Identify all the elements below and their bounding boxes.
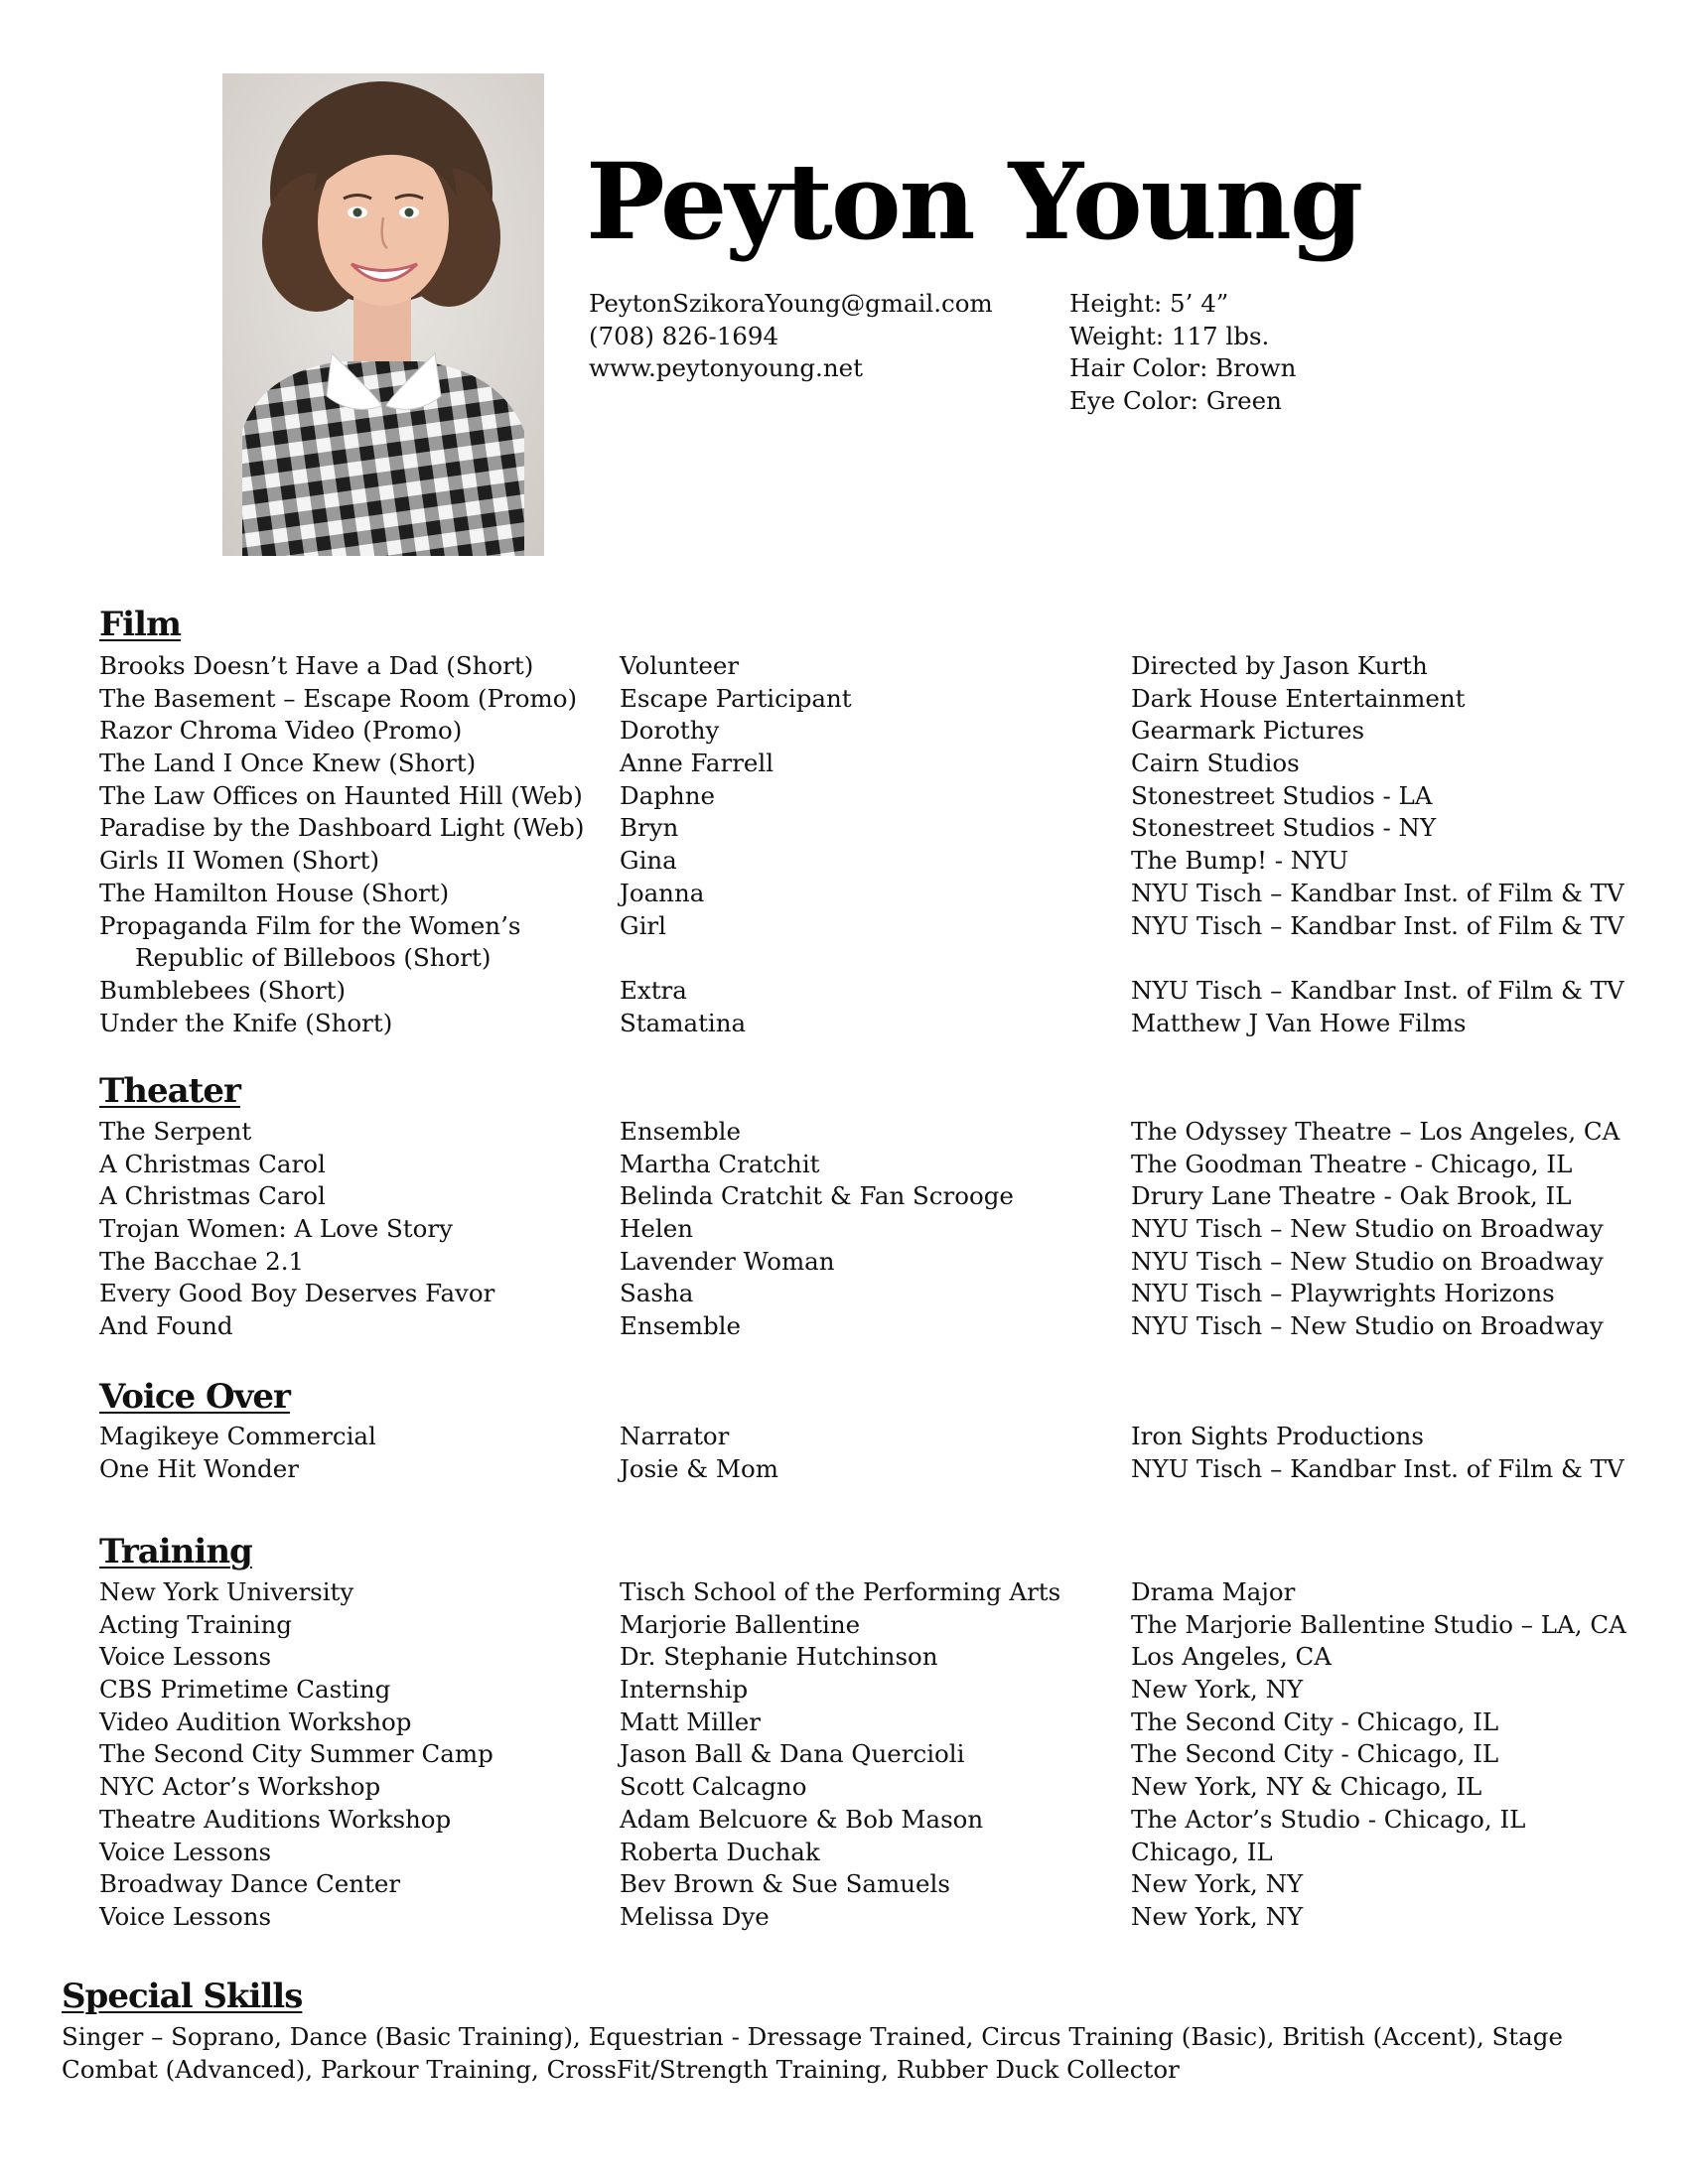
- section-title-theater: Theater: [99, 1071, 240, 1111]
- email-text: PeytonSzikoraYoung@gmail.com: [589, 289, 993, 318]
- training-row: [99, 1738, 1648, 1771]
- credit-title: Under the Knife (Short): [99, 1008, 393, 1037]
- training-course: New York University: [99, 1577, 354, 1606]
- credit-company: Dark House Entertainment: [1131, 683, 1466, 713]
- credit-venue: The Goodman Theatre - Chicago, IL: [1131, 1149, 1573, 1178]
- credit-title: Girls II Women (Short): [99, 846, 380, 876]
- training-row: [99, 1837, 1648, 1869]
- credit-row: [99, 1310, 1648, 1343]
- training-location: New York, NY: [1131, 1675, 1304, 1705]
- training-course: NYC Actor’s Workshop: [99, 1772, 381, 1802]
- credit-row: [99, 683, 1648, 716]
- credit-role: Anne Farrell: [620, 749, 774, 778]
- credit-role: Bryn: [620, 813, 679, 843]
- credit-row: [99, 1453, 1648, 1486]
- credit-row: [99, 975, 1648, 1008]
- credit-row: [99, 748, 1648, 780]
- training-instructor: Tisch School of the Performing Arts: [620, 1577, 1061, 1606]
- credit-role: Girl: [620, 910, 666, 940]
- applicant-name: Peyton Young: [586, 139, 1361, 263]
- section-title-training: Training: [99, 1532, 252, 1571]
- training-location: New York, NY: [1131, 1869, 1304, 1899]
- credit-role: Lavender Woman: [620, 1246, 835, 1276]
- training-location: Chicago, IL: [1131, 1837, 1273, 1866]
- credit-role: Stamatina: [620, 1008, 747, 1037]
- credit-title: The Serpent: [99, 1117, 252, 1146]
- credit-company: Directed by Jason Kurth: [1131, 651, 1428, 680]
- credit-row: [99, 715, 1648, 748]
- physical-stats: [1069, 288, 1296, 418]
- credit-title: Paradise by the Dashboard Light (Web): [99, 813, 585, 843]
- training-course: Voice Lessons: [99, 1837, 272, 1866]
- credit-row: [99, 1213, 1648, 1246]
- credit-row: [99, 1278, 1648, 1310]
- training-row: [99, 1868, 1648, 1901]
- training-location: The Second City - Chicago, IL: [1131, 1739, 1499, 1769]
- credit-row: [99, 1149, 1648, 1181]
- credit-company: Gearmark Pictures: [1131, 716, 1365, 746]
- credit-title: Razor Chroma Video (Promo): [99, 716, 463, 746]
- training-instructor: Matt Miller: [620, 1706, 761, 1736]
- section-title-special-skills: Special Skills: [62, 1977, 303, 2016]
- credit-title: One Hit Wonder: [99, 1453, 299, 1483]
- credit-row: [99, 845, 1648, 878]
- theater-credits: [99, 1116, 1648, 1343]
- training-row: [99, 1674, 1648, 1706]
- training-row: [99, 1804, 1648, 1837]
- section-title-film: Film: [99, 605, 181, 644]
- training-instructor: Dr. Stephanie Hutchinson: [620, 1642, 938, 1672]
- training-instructor: Scott Calcagno: [620, 1772, 807, 1802]
- credit-title-line-2: Republic of Billeboos (Short): [135, 943, 492, 973]
- training-instructor: Jason Ball & Dana Quercioli: [620, 1739, 965, 1769]
- credit-role: Extra: [620, 975, 687, 1005]
- credit-company: NYU Tisch – Kandbar Inst. of Film & TV: [1131, 910, 1624, 940]
- training-row: [99, 1641, 1648, 1674]
- credit-role: Dorothy: [620, 716, 720, 746]
- credit-title: Magikeye Commercial: [99, 1422, 376, 1450]
- training-course: CBS Primetime Casting: [99, 1675, 391, 1705]
- credit-row: [99, 650, 1648, 683]
- credit-role: Ensemble: [620, 1311, 741, 1341]
- credit-row: [99, 1008, 1648, 1040]
- training-instructor: Internship: [620, 1675, 749, 1705]
- training-row: [99, 1576, 1648, 1609]
- training-row: [99, 1706, 1648, 1739]
- training-location: The Second City - Chicago, IL: [1131, 1706, 1499, 1736]
- credit-row: [99, 812, 1648, 845]
- credit-row: [99, 910, 1648, 975]
- credit-role: Josie & Mom: [620, 1453, 778, 1483]
- training-location: New York, NY: [1131, 1901, 1304, 1931]
- credit-role: Narrator: [620, 1422, 730, 1450]
- credit-venue: NYU Tisch – New Studio on Broadway: [1131, 1246, 1604, 1276]
- training-instructor: Bev Brown & Sue Samuels: [620, 1869, 950, 1899]
- credit-company: Iron Sights Productions: [1131, 1422, 1424, 1450]
- credit-title: Trojan Women: A Love Story: [99, 1214, 453, 1244]
- credit-title: Every Good Boy Deserves Favor: [99, 1279, 495, 1308]
- phone-text: (708) 826-1694: [589, 321, 779, 350]
- credit-role: Martha Cratchit: [620, 1149, 820, 1178]
- credit-row: [99, 780, 1648, 813]
- training-location: New York, NY & Chicago, IL: [1131, 1772, 1482, 1802]
- credit-venue: Drury Lane Theatre - Oak Brook, IL: [1131, 1181, 1572, 1211]
- credit-company: The Bump! - NYU: [1131, 846, 1349, 876]
- voice-over-credits: [99, 1421, 1648, 1485]
- credit-company: Stonestreet Studios - NY: [1131, 813, 1437, 843]
- training-course: Acting Training: [99, 1609, 292, 1639]
- training-row: [99, 1901, 1648, 1934]
- credit-row: [99, 1180, 1648, 1213]
- credit-company: Stonestreet Studios - LA: [1131, 780, 1433, 810]
- credit-venue: The Odyssey Theatre – Los Angeles, CA: [1131, 1117, 1620, 1146]
- training-instructor: Adam Belcuore & Bob Mason: [620, 1804, 984, 1834]
- training-location: Los Angeles, CA: [1131, 1642, 1332, 1672]
- film-credits: [99, 650, 1648, 1039]
- hair-color-text: Hair Color: Brown: [1069, 353, 1297, 383]
- credit-title: Bumblebees (Short): [99, 975, 347, 1005]
- training-location: The Actor’s Studio - Chicago, IL: [1131, 1804, 1526, 1834]
- credit-role: Volunteer: [620, 651, 740, 680]
- credit-row: [99, 1246, 1648, 1279]
- credit-role: Ensemble: [620, 1117, 741, 1146]
- training-course: The Second City Summer Camp: [99, 1739, 493, 1769]
- credit-title: The Hamilton House (Short): [99, 878, 450, 907]
- credit-title: And Found: [99, 1311, 233, 1341]
- section-title-voice-over: Voice Over: [99, 1377, 290, 1417]
- training-course: Theatre Auditions Workshop: [99, 1804, 452, 1834]
- credit-company: Matthew J Van Howe Films: [1131, 1008, 1467, 1037]
- credit-company: Cairn Studios: [1131, 749, 1300, 778]
- special-skills-text: Singer – Soprano, Dance (Basic Training), Equestrian - Dressage Trained, Circus Training (Basic), British (Accent), Stage Combat (Advanced), Parkour Training, CrossFit/Strength Training, Rubber Duck Collector: [62, 2022, 1563, 2084]
- credit-company: NYU Tisch – Kandbar Inst. of Film & TV: [1131, 975, 1624, 1005]
- training-instructor: Marjorie Ballentine: [620, 1609, 861, 1639]
- training-course: Video Audition Workshop: [99, 1706, 412, 1736]
- credit-title: A Christmas Carol: [99, 1181, 326, 1211]
- website-text: www.peytonyoung.net: [589, 353, 863, 383]
- credit-row: [99, 878, 1648, 910]
- credit-role: Joanna: [620, 878, 705, 907]
- credit-role: Escape Participant: [620, 683, 852, 713]
- credit-title: The Law Offices on Haunted Hill (Web): [99, 780, 583, 810]
- credit-role: Belinda Cratchit & Fan Scrooge: [620, 1181, 1014, 1211]
- training-course: Broadway Dance Center: [99, 1869, 401, 1899]
- credit-title: Brooks Doesn’t Have a Dad (Short): [99, 651, 534, 680]
- training-location: Drama Major: [1131, 1577, 1296, 1606]
- credit-company: NYU Tisch – Kandbar Inst. of Film & TV: [1131, 1453, 1624, 1483]
- credit-row: [99, 1421, 1648, 1453]
- credit-title: The Land I Once Knew (Short): [99, 749, 477, 778]
- credit-company: NYU Tisch – Kandbar Inst. of Film & TV: [1131, 878, 1624, 907]
- credit-title: The Basement – Escape Room (Promo): [99, 683, 578, 713]
- training-row: [99, 1771, 1648, 1804]
- credit-venue: NYU Tisch – New Studio on Broadway: [1131, 1311, 1604, 1341]
- credit-row: [99, 1116, 1648, 1149]
- credit-title: [99, 910, 616, 975]
- weight-text: Weight: 117 lbs.: [1069, 321, 1270, 350]
- training-course: Voice Lessons: [99, 1642, 272, 1672]
- height-text: Height: 5’ 4”: [1069, 289, 1229, 318]
- training-instructor: Roberta Duchak: [620, 1837, 820, 1866]
- training-course: Voice Lessons: [99, 1901, 272, 1931]
- credit-venue: NYU Tisch – New Studio on Broadway: [1131, 1214, 1604, 1244]
- contact-info: [589, 288, 993, 385]
- training-row: [99, 1609, 1648, 1642]
- credit-role: Helen: [620, 1214, 693, 1244]
- credit-role: Daphne: [620, 780, 715, 810]
- headshot-photo: [222, 73, 544, 556]
- credit-role: Sasha: [620, 1279, 694, 1308]
- credit-role: Gina: [620, 846, 677, 876]
- training-instructor: Melissa Dye: [620, 1901, 770, 1931]
- training-location: The Marjorie Ballentine Studio – LA, CA: [1131, 1609, 1626, 1639]
- credit-title-line-1: Propaganda Film for the Women’s: [99, 910, 521, 940]
- credit-title: A Christmas Carol: [99, 1149, 326, 1178]
- credit-title: The Bacchae 2.1: [99, 1246, 305, 1276]
- eye-color-text: Eye Color: Green: [1069, 386, 1282, 416]
- training-list: [99, 1576, 1648, 1934]
- credit-venue: NYU Tisch – Playwrights Horizons: [1131, 1279, 1555, 1308]
